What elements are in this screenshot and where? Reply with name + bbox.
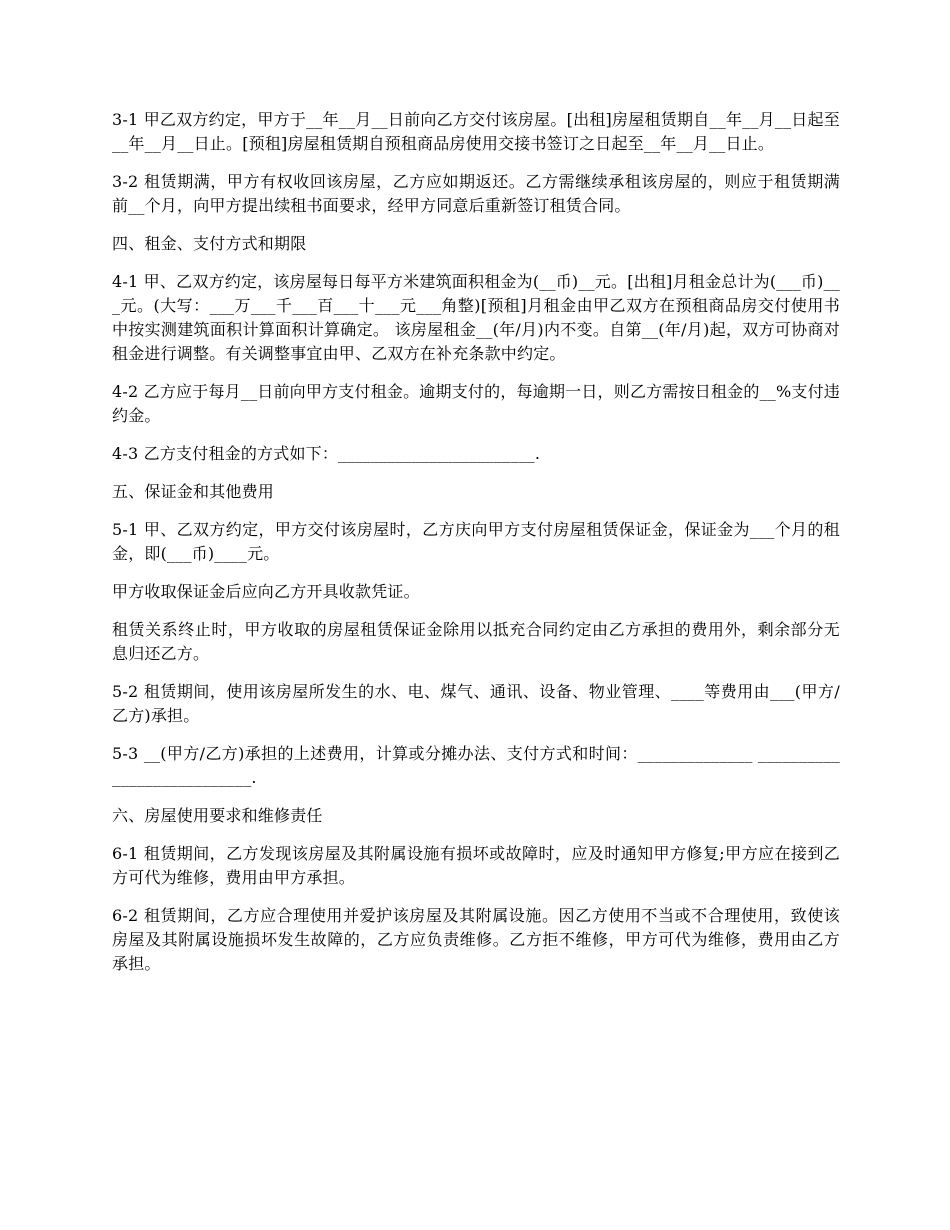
section-heading-deposit-fees: 五、保证金和其他费用 [112,482,275,501]
section-heading-rent-payment: 四、租金、支付方式和期限 [112,234,307,253]
clause-4-1: 4-1 甲、乙双方约定，该房屋每日每平方米建筑面积租金为(__币)__元。[出租]月租金总计为(___币)___元。(大写：___万___千___百___十___元___角整)[预租]月租金由甲乙双方在预租商品房交付使用书中按实测建筑面积计算面积计算确定。 该房屋租金__(年/月)内不变。自第__(年/月)起，双方可协商对租金进行调整。有关调整事宜由甲、乙双方在补充条款中约定。 [112,272,840,363]
clause-4-3: 4-3 乙方支付租金的方式如下：________________________. [112,444,541,463]
clause-6-1: 6-1 租赁期间，乙方发现该房屋及其附属设施有损坏或故障时，应及时通知甲方修复;甲方应在接到乙方可代为维修，费用由甲方承担。 [112,844,840,887]
deposit-receipt-paragraph: 甲方收取保证金后应向乙方开具收款凭证。 [112,582,420,601]
clause-6-2: 6-2 租赁期间，乙方应合理使用并爱护该房屋及其附属设施。因乙方使用不当或不合理使用，致使该房屋及其附属设施损坏发生故障的，乙方应负责维修。乙方拒不维修，甲方可代为维修，费用由乙方承担。 [112,906,840,973]
clause-5-3: 5-3 __(甲方/乙方)承担的上述费用，计算或分摊办法、支付方式和时间：______________ ___________________________. [112,744,840,787]
clause-4-2: 4-2 乙方应于每月__日前向甲方支付租金。逾期支付的，每逾期一日，则乙方需按日租金的__%支付违约金。 [112,382,840,425]
clause-5-1: 5-1 甲、乙双方约定，甲方交付该房屋时，乙方庆向甲方支付房屋租赁保证金，保证金为___个月的租金，即(___币)____元。 [112,520,840,563]
document-page [112,108,840,990]
clause-3-1: 3-1 甲乙双方约定，甲方于__年__月__日前向乙方交付该房屋。[出租]房屋租赁期自__年__月__日起至__年__月__日止。[预租]房屋租赁期自预租商品房使用交接书签订之日起至__年__月__日止。 [112,110,840,153]
clause-5-2: 5-2 租赁期间，使用该房屋所发生的水、电、煤气、通讯、设备、物业管理、____等费用由___(甲方/乙方)承担。 [112,682,840,725]
clause-3-2: 3-2 租赁期满，甲方有权收回该房屋，乙方应如期返还。乙方需继续承租该房屋的，则应于租赁期满前__个月，向甲方提出续租书面要求，经甲方同意后重新签订租赁合同。 [112,172,840,215]
section-heading-usage-maintenance: 六、房屋使用要求和维修责任 [112,806,323,825]
deposit-refund-paragraph: 租赁关系终止时，甲方收取的房屋租赁保证金除用以抵充合同约定由乙方承担的费用外，剩余部分无息归还乙方。 [112,620,840,663]
